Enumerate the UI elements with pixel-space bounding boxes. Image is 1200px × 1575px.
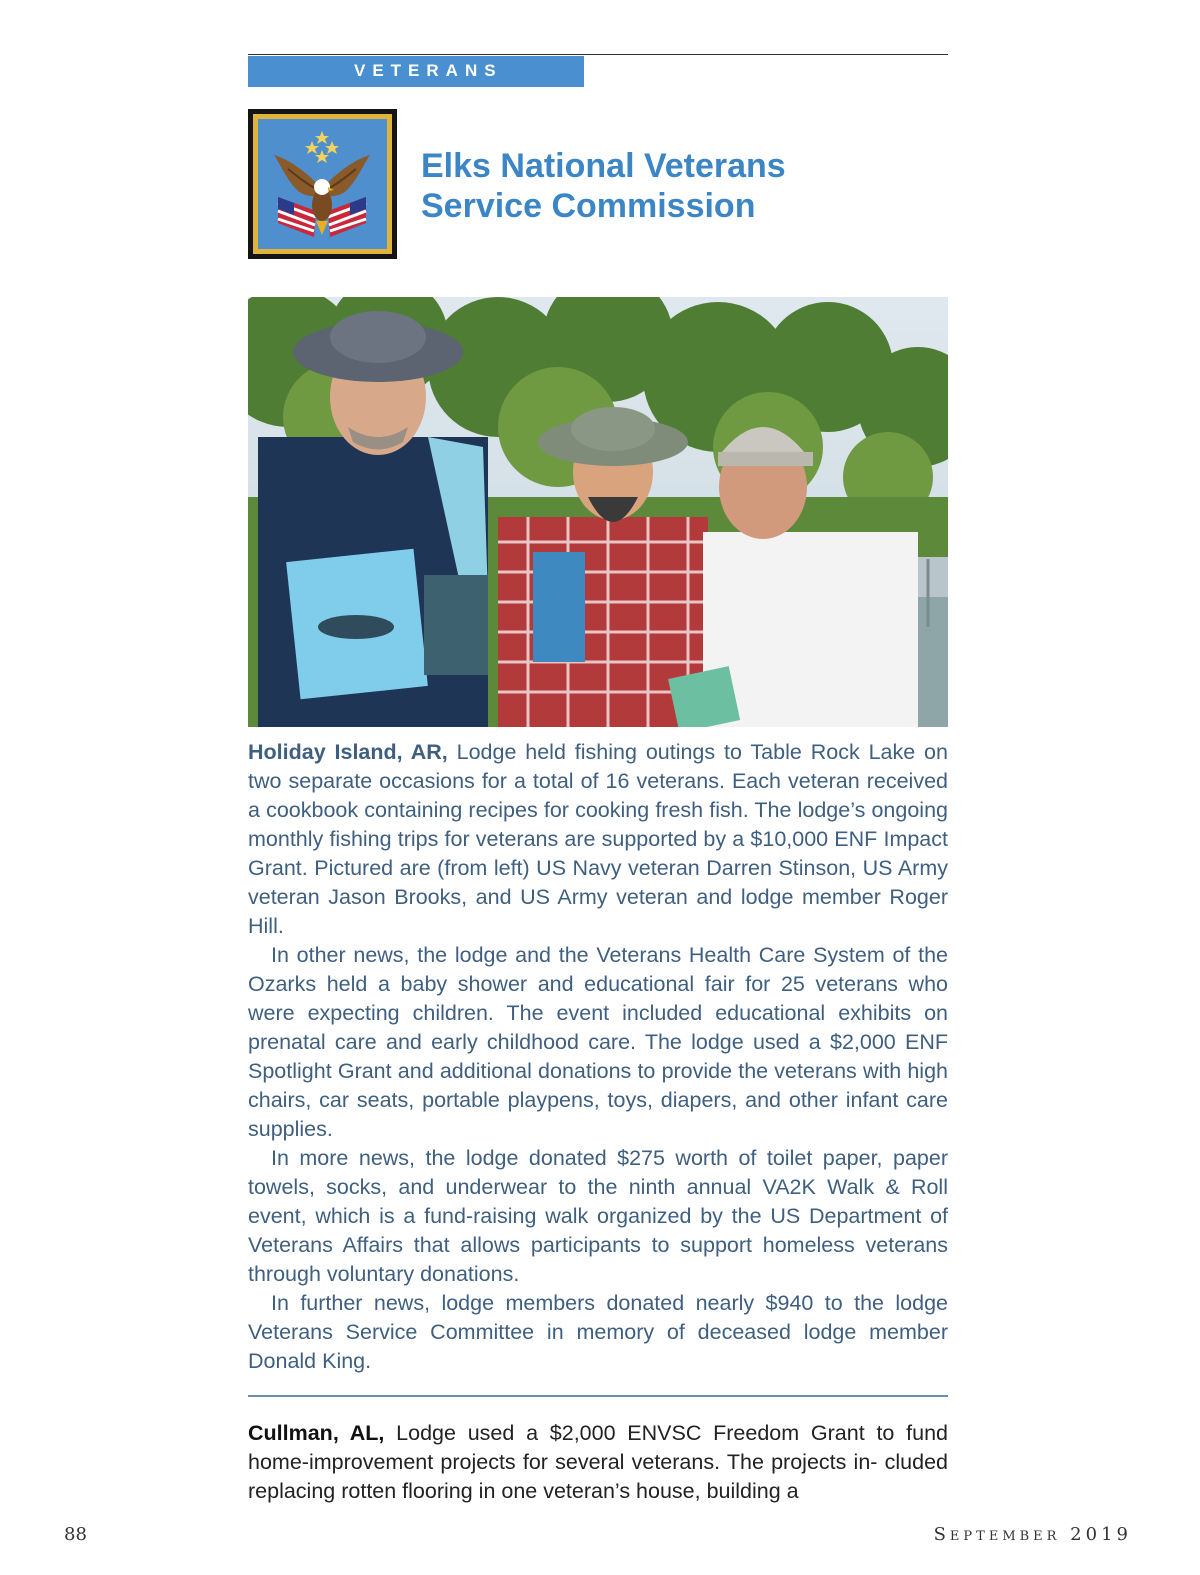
article-paragraph: In further news, lodge members donated nearly $940 to the lodge Veterans Service Committee in memory of deceased lodge member Donald King.	[248, 1291, 948, 1373]
article-place: Holiday Island, AR,	[248, 740, 448, 764]
article-paragraph: In more news, the lodge donated $275 worth of toilet paper, paper towels, socks, and underwear to the ninth annual VA2K Walk & Roll event, which is a fund-raising walk organized by the US Department of Veterans Affairs that allows participants to support homeless veterans through voluntary donations.	[248, 1146, 948, 1286]
section-divider	[248, 1395, 948, 1397]
title-line-2: Service Commission	[421, 187, 756, 225]
title-line-1: Elks National Veterans	[421, 147, 786, 185]
article-place: Cullman, AL,	[248, 1421, 385, 1445]
issue-date: September 2019	[933, 1524, 1132, 1545]
article-paragraph: In other news, the lodge and the Veterans Health Care System of the Ozarks held a baby shower and educational fair for 25 veterans who were expecting children. The event included educational exhibits on prenatal care and early childhood care. The lodge used a $2,000 ENF Spotlight Grant and additional donations to provide the veterans with high chairs, car seats, portable playpens, toys, diapers, and other infant care supplies.	[248, 943, 948, 1141]
article-paragraph: Holiday Island, AR, Lodge held fishing outings to Table Rock Lake on two separate occasions for a total of 16 veterans. Each veteran received a cookbook containing recipes for cooking fresh fish. The lodge’s ongoing monthly fishing trips for veterans are supported by a $10,000 ENF Impact Grant. Pictured are (from left) US Navy veteran Darren Stinson, US Army veteran Jason Brooks, and US Army veteran and lodge member Roger Hill.	[248, 740, 948, 938]
fishing-veterans-photo	[248, 297, 948, 727]
eagle-flags-emblem	[258, 119, 387, 249]
article-cullman	[248, 1419, 948, 1506]
veterans-seal-logo	[248, 109, 397, 259]
section-label: VETERANS	[248, 56, 584, 87]
page-title	[421, 146, 786, 226]
article-holiday-island	[248, 738, 948, 1376]
article-paragraph: Cullman, AL, Lodge used a $2,000 ENVSC Freedom Grant to fund home-improvement projects for several veterans. The projects in- cluded replacing rotten flooring in one veteran’s house, building a	[248, 1421, 948, 1503]
top-rule	[248, 54, 948, 55]
page-number: 88	[64, 1524, 87, 1545]
